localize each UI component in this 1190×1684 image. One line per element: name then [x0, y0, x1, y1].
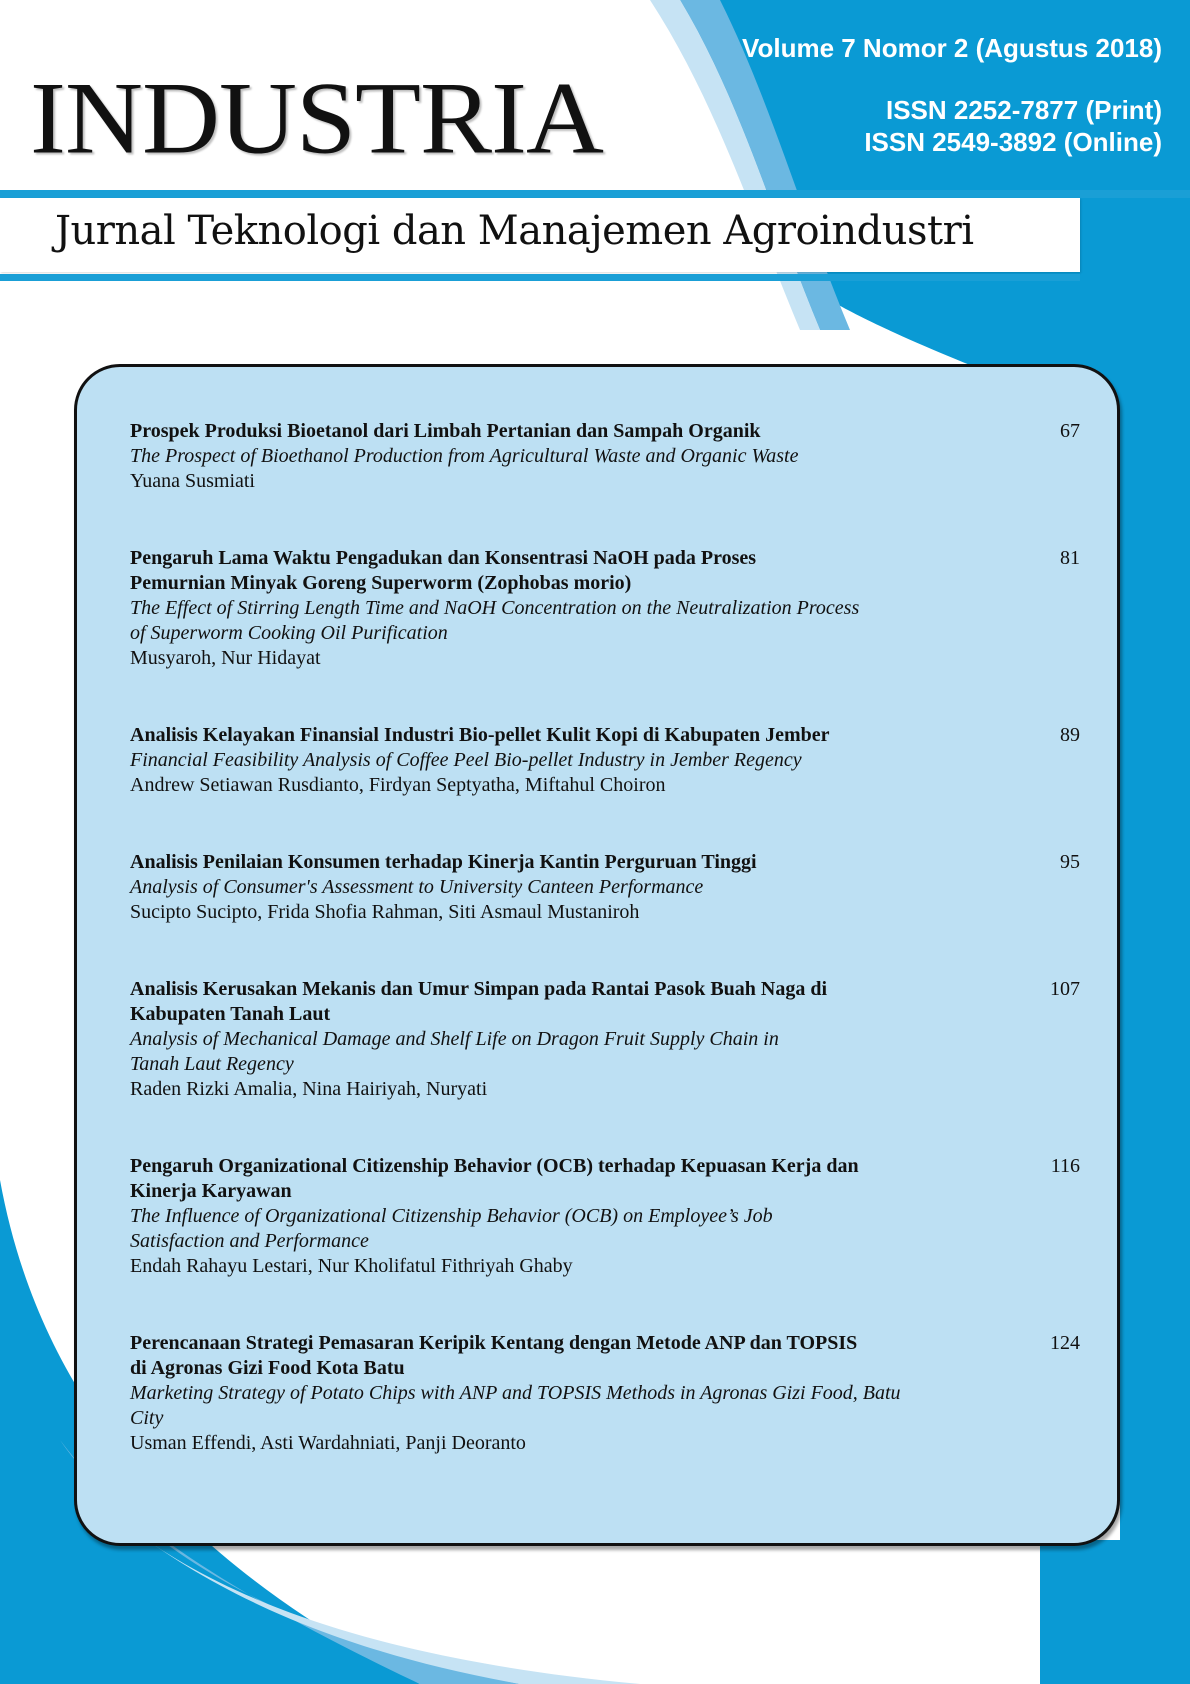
article-authors: Endah Rahayu Lestari, Nur Kholifatul Fithriyah Ghaby [130, 1255, 573, 1277]
toc-entry[interactable] [130, 1331, 1080, 1456]
article-title-en: Financial Feasibility Analysis of Coffee Peel Bio-pellet Industry in Jember Regency [130, 749, 802, 771]
article-authors: Musyaroh, Nur Hidayat [130, 647, 321, 669]
toc-entry[interactable] [130, 546, 1080, 671]
toc-entry[interactable] [130, 723, 1080, 798]
page-number: 124 [1050, 1332, 1080, 1354]
journal-name: INDUSTRIA [30, 62, 603, 176]
page-number: 107 [1050, 978, 1080, 1000]
article-authors: Andrew Setiawan Rusdianto, Firdyan Septyatha, Miftahul Choiron [130, 774, 666, 796]
journal-subtitle: Jurnal Teknologi dan Manajemen Agroindustri [55, 208, 974, 254]
toc-entry[interactable] [130, 977, 1080, 1102]
toc-entry[interactable] [130, 419, 1080, 494]
article-authors: Usman Effendi, Asti Wardahniati, Panji Deoranto [130, 1432, 526, 1454]
article-authors: Yuana Susmiati [130, 470, 255, 492]
article-authors: Sucipto Sucipto, Frida Shofia Rahman, Siti Asmaul Mustaniroh [130, 901, 640, 923]
issue-info [742, 32, 1162, 158]
article-title-en: Analysis of Mechanical Damage and Shelf Life on Dragon Fruit Supply Chain in Tanah Laut Regency [130, 1028, 779, 1075]
page-number: 116 [1050, 1155, 1080, 1177]
article-title-en: The Prospect of Bioethanol Production from Agricultural Waste and Organic Waste [130, 445, 799, 467]
article-title-en: Analysis of Consumer's Assessment to University Canteen Performance [130, 876, 704, 898]
toc-list [130, 419, 1080, 1456]
article-title-id[interactable]: Analisis Kelayakan Finansial Industri Bio-pellet Kulit Kopi di Kabupaten Jember [130, 724, 830, 746]
page-number: 95 [1060, 851, 1080, 873]
page-number: 67 [1060, 420, 1080, 442]
article-title-id[interactable]: Pengaruh Lama Waktu Pengadukan dan Konsentrasi NaOH pada Proses Pemurnian Minyak Goreng Superworm (Zophobas morio) [130, 547, 757, 594]
page-number: 81 [1060, 547, 1080, 569]
article-title-en: Marketing Strategy of Potato Chips with ANP and TOPSIS Methods in Agronas Gizi Food, Batu City [130, 1382, 901, 1429]
page-number: 89 [1060, 724, 1080, 746]
article-title-id[interactable]: Analisis Kerusakan Mekanis dan Umur Simpan pada Rantai Pasok Buah Naga di Kabupaten Tanah Laut [130, 978, 828, 1025]
issn-print: ISSN 2252-7877 (Print) [885, 95, 1162, 125]
article-authors: Raden Rizki Amalia, Nina Hairiyah, Nuryati [130, 1078, 488, 1100]
table-of-contents [74, 364, 1120, 1546]
issn-online: ISSN 2549-3892 (Online) [864, 127, 1162, 157]
article-title-id[interactable]: Analisis Penilaian Konsumen terhadap Kinerja Kantin Perguruan Tinggi [130, 851, 757, 873]
article-title-id[interactable]: Prospek Produksi Bioetanol dari Limbah Pertanian dan Sampah Organik [130, 420, 761, 442]
divider-bottom [0, 274, 1080, 281]
article-title-id[interactable]: Perencanaan Strategi Pemasaran Keripik Kentang dengan Metode ANP dan TOPSIS di Agronas Gizi Food Kota Batu [130, 1332, 858, 1379]
subtitle-band [0, 198, 1080, 272]
article-title-en: The Effect of Stirring Length Time and NaOH Concentration on the Neutralization Process of Superworm Cooking Oil Purification [130, 597, 860, 644]
article-title-id[interactable]: Pengaruh Organizational Citizenship Behavior (OCB) terhadap Kepuasan Kerja dan Kinerja Karyawan [130, 1155, 859, 1202]
article-title-en: The Influence of Organizational Citizenship Behavior (OCB) on Employee’s Job Satisfaction and Performance [130, 1205, 773, 1252]
volume-issue: Volume 7 Nomor 2 (Agustus 2018) [742, 33, 1162, 63]
toc-entry[interactable] [130, 1154, 1080, 1279]
divider-top [0, 190, 1190, 198]
toc-entry[interactable] [130, 850, 1080, 925]
